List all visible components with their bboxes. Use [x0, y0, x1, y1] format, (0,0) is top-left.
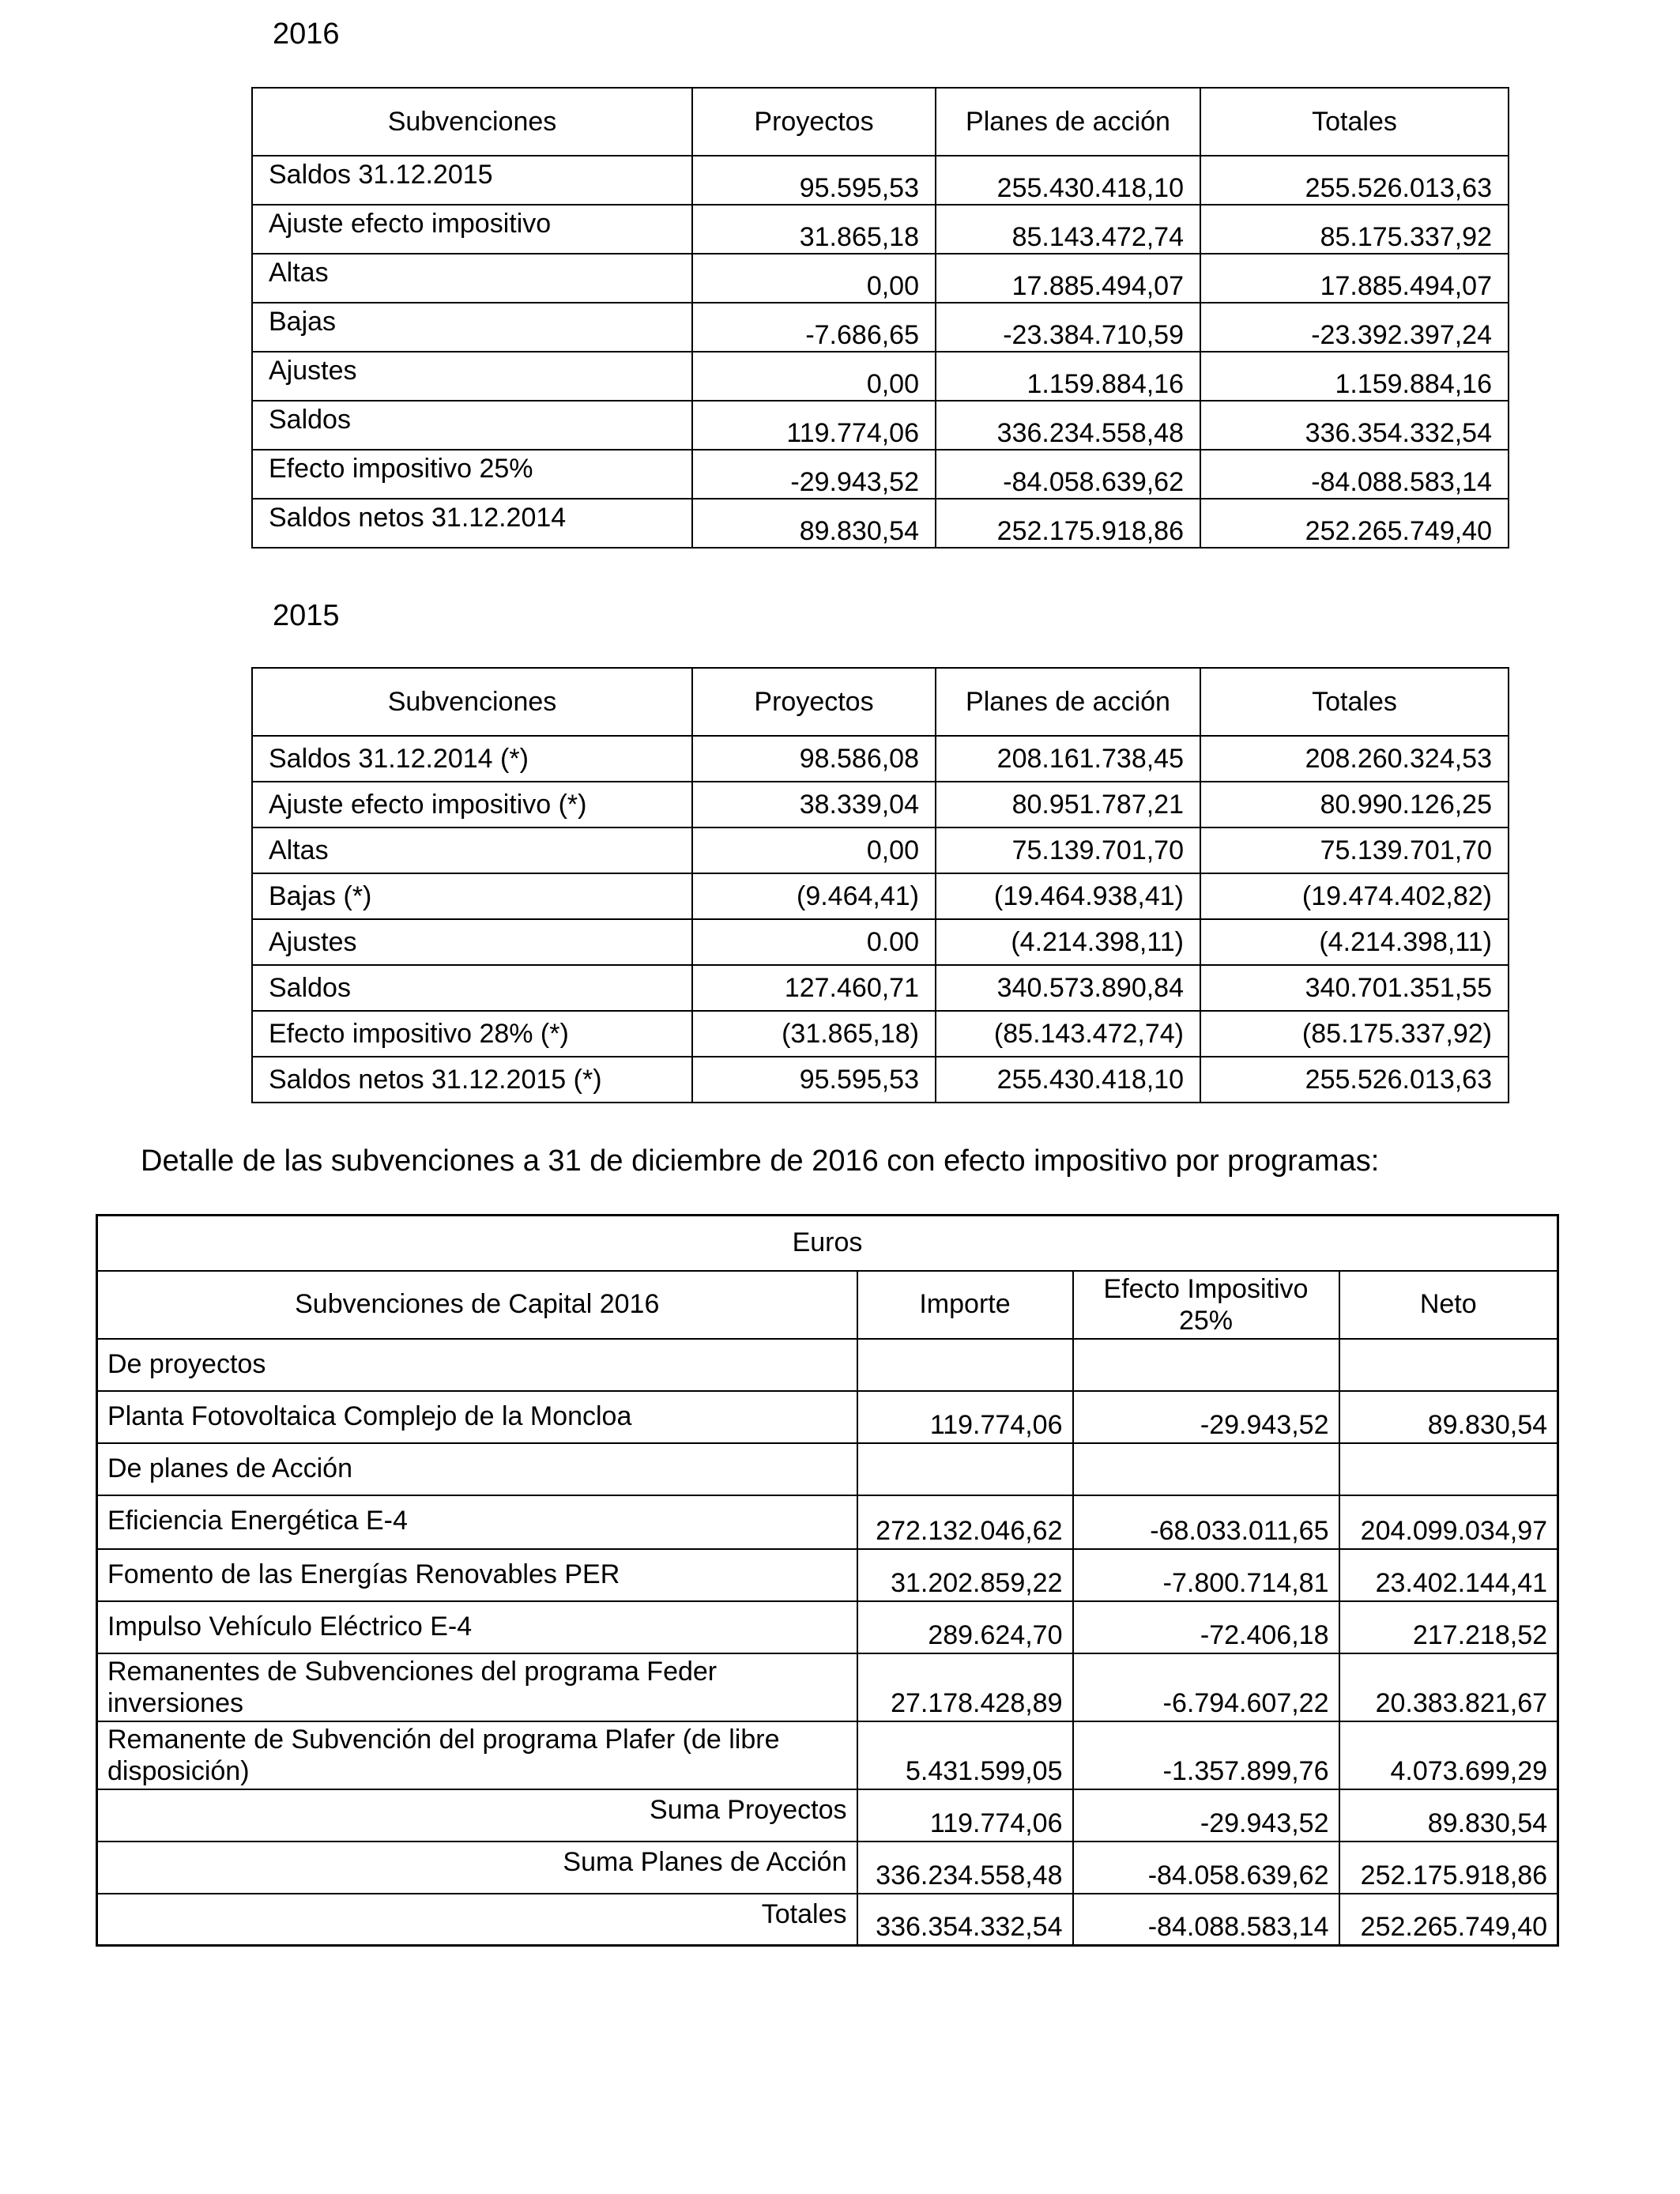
col-header: Totales	[1200, 668, 1509, 736]
cell-planes: 255.430.418,10	[936, 1057, 1200, 1103]
cell-efecto: -7.800.714,81	[1073, 1549, 1339, 1601]
col-header: Subvenciones	[252, 88, 692, 156]
table-row	[252, 352, 1509, 401]
cell-planes: 208.161.738,45	[936, 736, 1200, 782]
row-label: Bajas	[252, 303, 692, 352]
row-label: Saldos 31.12.2015	[252, 156, 692, 205]
col-header: Proyectos	[692, 668, 936, 736]
cell-importe: 336.354.332,54	[857, 1894, 1073, 1946]
cell-neto: 89.830,54	[1339, 1391, 1558, 1443]
table-row	[97, 1601, 1558, 1653]
table-row	[252, 499, 1509, 548]
totals-label: Suma Proyectos	[97, 1789, 857, 1842]
cell-importe: 31.202.859,22	[857, 1549, 1073, 1601]
col-header: Subvenciones de Capital 2016	[97, 1271, 857, 1339]
cell-totales: (4.214.398,11)	[1200, 919, 1509, 965]
cell-proyectos: 31.865,18	[692, 205, 936, 254]
cell-proyectos: 119.774,06	[692, 401, 936, 450]
cell-totales: 336.354.332,54	[1200, 401, 1509, 450]
cell-neto: 23.402.144,41	[1339, 1549, 1558, 1601]
totals-label: Totales	[97, 1894, 857, 1946]
cell-efecto: -84.058.639,62	[1073, 1842, 1339, 1894]
cell-efecto: -68.033.011,65	[1073, 1495, 1339, 1549]
cell-efecto: -84.088.583,14	[1073, 1894, 1339, 1946]
table-row	[252, 303, 1509, 352]
table-row	[97, 1653, 1558, 1721]
cell-planes: -84.058.639,62	[936, 450, 1200, 499]
table-row	[252, 827, 1509, 873]
col-header: Proyectos	[692, 88, 936, 156]
cell-planes: 85.143.472,74	[936, 205, 1200, 254]
row-label: Saldos	[252, 401, 692, 450]
cell-totales: 75.139.701,70	[1200, 827, 1509, 873]
row-label: Saldos netos 31.12.2014	[252, 499, 692, 548]
col-header: Efecto Impositivo 25%	[1073, 1271, 1339, 1339]
detail-intro-text: Detalle de las subvenciones a 31 de diciembre de 2016 con efecto impositivo por programas:	[141, 1144, 1380, 1178]
cell-proyectos: 127.460,71	[692, 965, 936, 1011]
table-row	[252, 205, 1509, 254]
row-label: Efecto impositivo 28% (*)	[252, 1011, 692, 1057]
cell-planes: 75.139.701,70	[936, 827, 1200, 873]
cell-totales: 85.175.337,92	[1200, 205, 1509, 254]
table-row	[252, 965, 1509, 1011]
group-label: De proyectos	[97, 1339, 857, 1391]
totals-row	[97, 1789, 1558, 1842]
row-label: Saldos netos 31.12.2015 (*)	[252, 1057, 692, 1103]
cell-importe: 119.774,06	[857, 1789, 1073, 1842]
cell-efecto: -29.943,52	[1073, 1391, 1339, 1443]
row-label: Saldos	[252, 965, 692, 1011]
cell-planes: (19.464.938,41)	[936, 873, 1200, 919]
year-2016-heading: 2016	[273, 17, 340, 51]
col-header: Importe	[857, 1271, 1073, 1339]
cell-proyectos: -7.686,65	[692, 303, 936, 352]
cell-totales: (19.474.402,82)	[1200, 873, 1509, 919]
cell-neto: 20.383.821,67	[1339, 1653, 1558, 1721]
cell-proyectos: 89.830,54	[692, 499, 936, 548]
row-label: Efecto impositivo 25%	[252, 450, 692, 499]
cell-planes: 1.159.884,16	[936, 352, 1200, 401]
cell-proyectos: 95.595,53	[692, 1057, 936, 1103]
cell-proyectos: 95.595,53	[692, 156, 936, 205]
cell-proyectos: 0,00	[692, 352, 936, 401]
cell-neto: 204.099.034,97	[1339, 1495, 1558, 1549]
group-label: De planes de Acción	[97, 1443, 857, 1495]
cell-proyectos: (9.464,41)	[692, 873, 936, 919]
totals-label: Suma Planes de Acción	[97, 1842, 857, 1894]
detail-header	[97, 1271, 1558, 1339]
table-2015-header	[252, 668, 1509, 736]
table-2016	[251, 87, 1509, 548]
table-row	[252, 1057, 1509, 1103]
cell-neto: 252.175.918,86	[1339, 1842, 1558, 1894]
cell-neto: 252.265.749,40	[1339, 1894, 1558, 1946]
row-label: Altas	[252, 254, 692, 303]
cell-proyectos: (31.865,18)	[692, 1011, 936, 1057]
col-header: Subvenciones	[252, 668, 692, 736]
cell-totales: -23.392.397,24	[1200, 303, 1509, 352]
table-row	[252, 782, 1509, 827]
currency-row	[97, 1216, 1558, 1271]
cell-importe: 119.774,06	[857, 1391, 1073, 1443]
cell-totales: 80.990.126,25	[1200, 782, 1509, 827]
cell-planes: -23.384.710,59	[936, 303, 1200, 352]
cell-neto: 4.073.699,29	[1339, 1721, 1558, 1789]
cell-importe: 289.624,70	[857, 1601, 1073, 1653]
detail-table	[96, 1214, 1559, 1947]
row-label: Remanente de Subvención del programa Plafer (de libre disposición)	[97, 1721, 857, 1789]
cell-planes: (4.214.398,11)	[936, 919, 1200, 965]
group-row-proyectos	[97, 1339, 1558, 1391]
group-row-planes	[97, 1443, 1558, 1495]
cell-proyectos: -29.943,52	[692, 450, 936, 499]
table-row	[252, 254, 1509, 303]
cell-totales: (85.175.337,92)	[1200, 1011, 1509, 1057]
cell-planes: 255.430.418,10	[936, 156, 1200, 205]
cell-totales: 1.159.884,16	[1200, 352, 1509, 401]
row-label: Fomento de las Energías Renovables PER	[97, 1549, 857, 1601]
table-row	[252, 1011, 1509, 1057]
cell-planes: (85.143.472,74)	[936, 1011, 1200, 1057]
row-label: Bajas (*)	[252, 873, 692, 919]
cell-totales: 340.701.351,55	[1200, 965, 1509, 1011]
row-label: Ajustes	[252, 352, 692, 401]
table-row	[97, 1391, 1558, 1443]
cell-efecto: -6.794.607,22	[1073, 1653, 1339, 1721]
totals-row	[97, 1842, 1558, 1894]
cell-proyectos: 0,00	[692, 254, 936, 303]
cell-importe: 5.431.599,05	[857, 1721, 1073, 1789]
cell-efecto: -72.406,18	[1073, 1601, 1339, 1653]
cell-totales: -84.088.583,14	[1200, 450, 1509, 499]
cell-totales: 255.526.013,63	[1200, 1057, 1509, 1103]
table-row	[97, 1721, 1558, 1789]
cell-planes: 17.885.494,07	[936, 254, 1200, 303]
cell-planes: 336.234.558,48	[936, 401, 1200, 450]
cell-planes: 340.573.890,84	[936, 965, 1200, 1011]
row-label: Saldos 31.12.2014 (*)	[252, 736, 692, 782]
table-row	[252, 156, 1509, 205]
totals-row	[97, 1894, 1558, 1946]
row-label: Eficiencia Energética E-4	[97, 1495, 857, 1549]
col-header: Neto	[1339, 1271, 1558, 1339]
cell-proyectos: 0,00	[692, 827, 936, 873]
table-2016-header	[252, 88, 1509, 156]
cell-importe: 336.234.558,48	[857, 1842, 1073, 1894]
table-row	[252, 736, 1509, 782]
row-label: Remanentes de Subvenciones del programa Feder inversiones	[97, 1653, 857, 1721]
currency-label: Euros	[97, 1216, 1558, 1271]
table-row	[252, 873, 1509, 919]
cell-proyectos: 98.586,08	[692, 736, 936, 782]
cell-importe: 272.132.046,62	[857, 1495, 1073, 1549]
cell-totales: 255.526.013,63	[1200, 156, 1509, 205]
table-row	[97, 1549, 1558, 1601]
cell-proyectos: 0.00	[692, 919, 936, 965]
cell-neto: 89.830,54	[1339, 1789, 1558, 1842]
row-label: Ajuste efecto impositivo	[252, 205, 692, 254]
row-label: Planta Fotovoltaica Complejo de la Moncloa	[97, 1391, 857, 1443]
col-header: Planes de acción	[936, 88, 1200, 156]
table-row	[252, 919, 1509, 965]
row-label: Altas	[252, 827, 692, 873]
cell-importe: 27.178.428,89	[857, 1653, 1073, 1721]
row-label: Ajuste efecto impositivo (*)	[252, 782, 692, 827]
cell-neto: 217.218,52	[1339, 1601, 1558, 1653]
table-row	[252, 450, 1509, 499]
table-row	[252, 401, 1509, 450]
row-label: Ajustes	[252, 919, 692, 965]
cell-efecto: -29.943,52	[1073, 1789, 1339, 1842]
cell-proyectos: 38.339,04	[692, 782, 936, 827]
row-label: Impulso Vehículo Eléctrico E-4	[97, 1601, 857, 1653]
cell-efecto: -1.357.899,76	[1073, 1721, 1339, 1789]
col-header: Totales	[1200, 88, 1509, 156]
cell-totales: 252.265.749,40	[1200, 499, 1509, 548]
cell-totales: 208.260.324,53	[1200, 736, 1509, 782]
table-row	[97, 1495, 1558, 1549]
cell-totales: 17.885.494,07	[1200, 254, 1509, 303]
col-header: Planes de acción	[936, 668, 1200, 736]
cell-planes: 80.951.787,21	[936, 782, 1200, 827]
cell-planes: 252.175.918,86	[936, 499, 1200, 548]
year-2015-heading: 2015	[273, 599, 340, 632]
table-2015	[251, 667, 1509, 1103]
